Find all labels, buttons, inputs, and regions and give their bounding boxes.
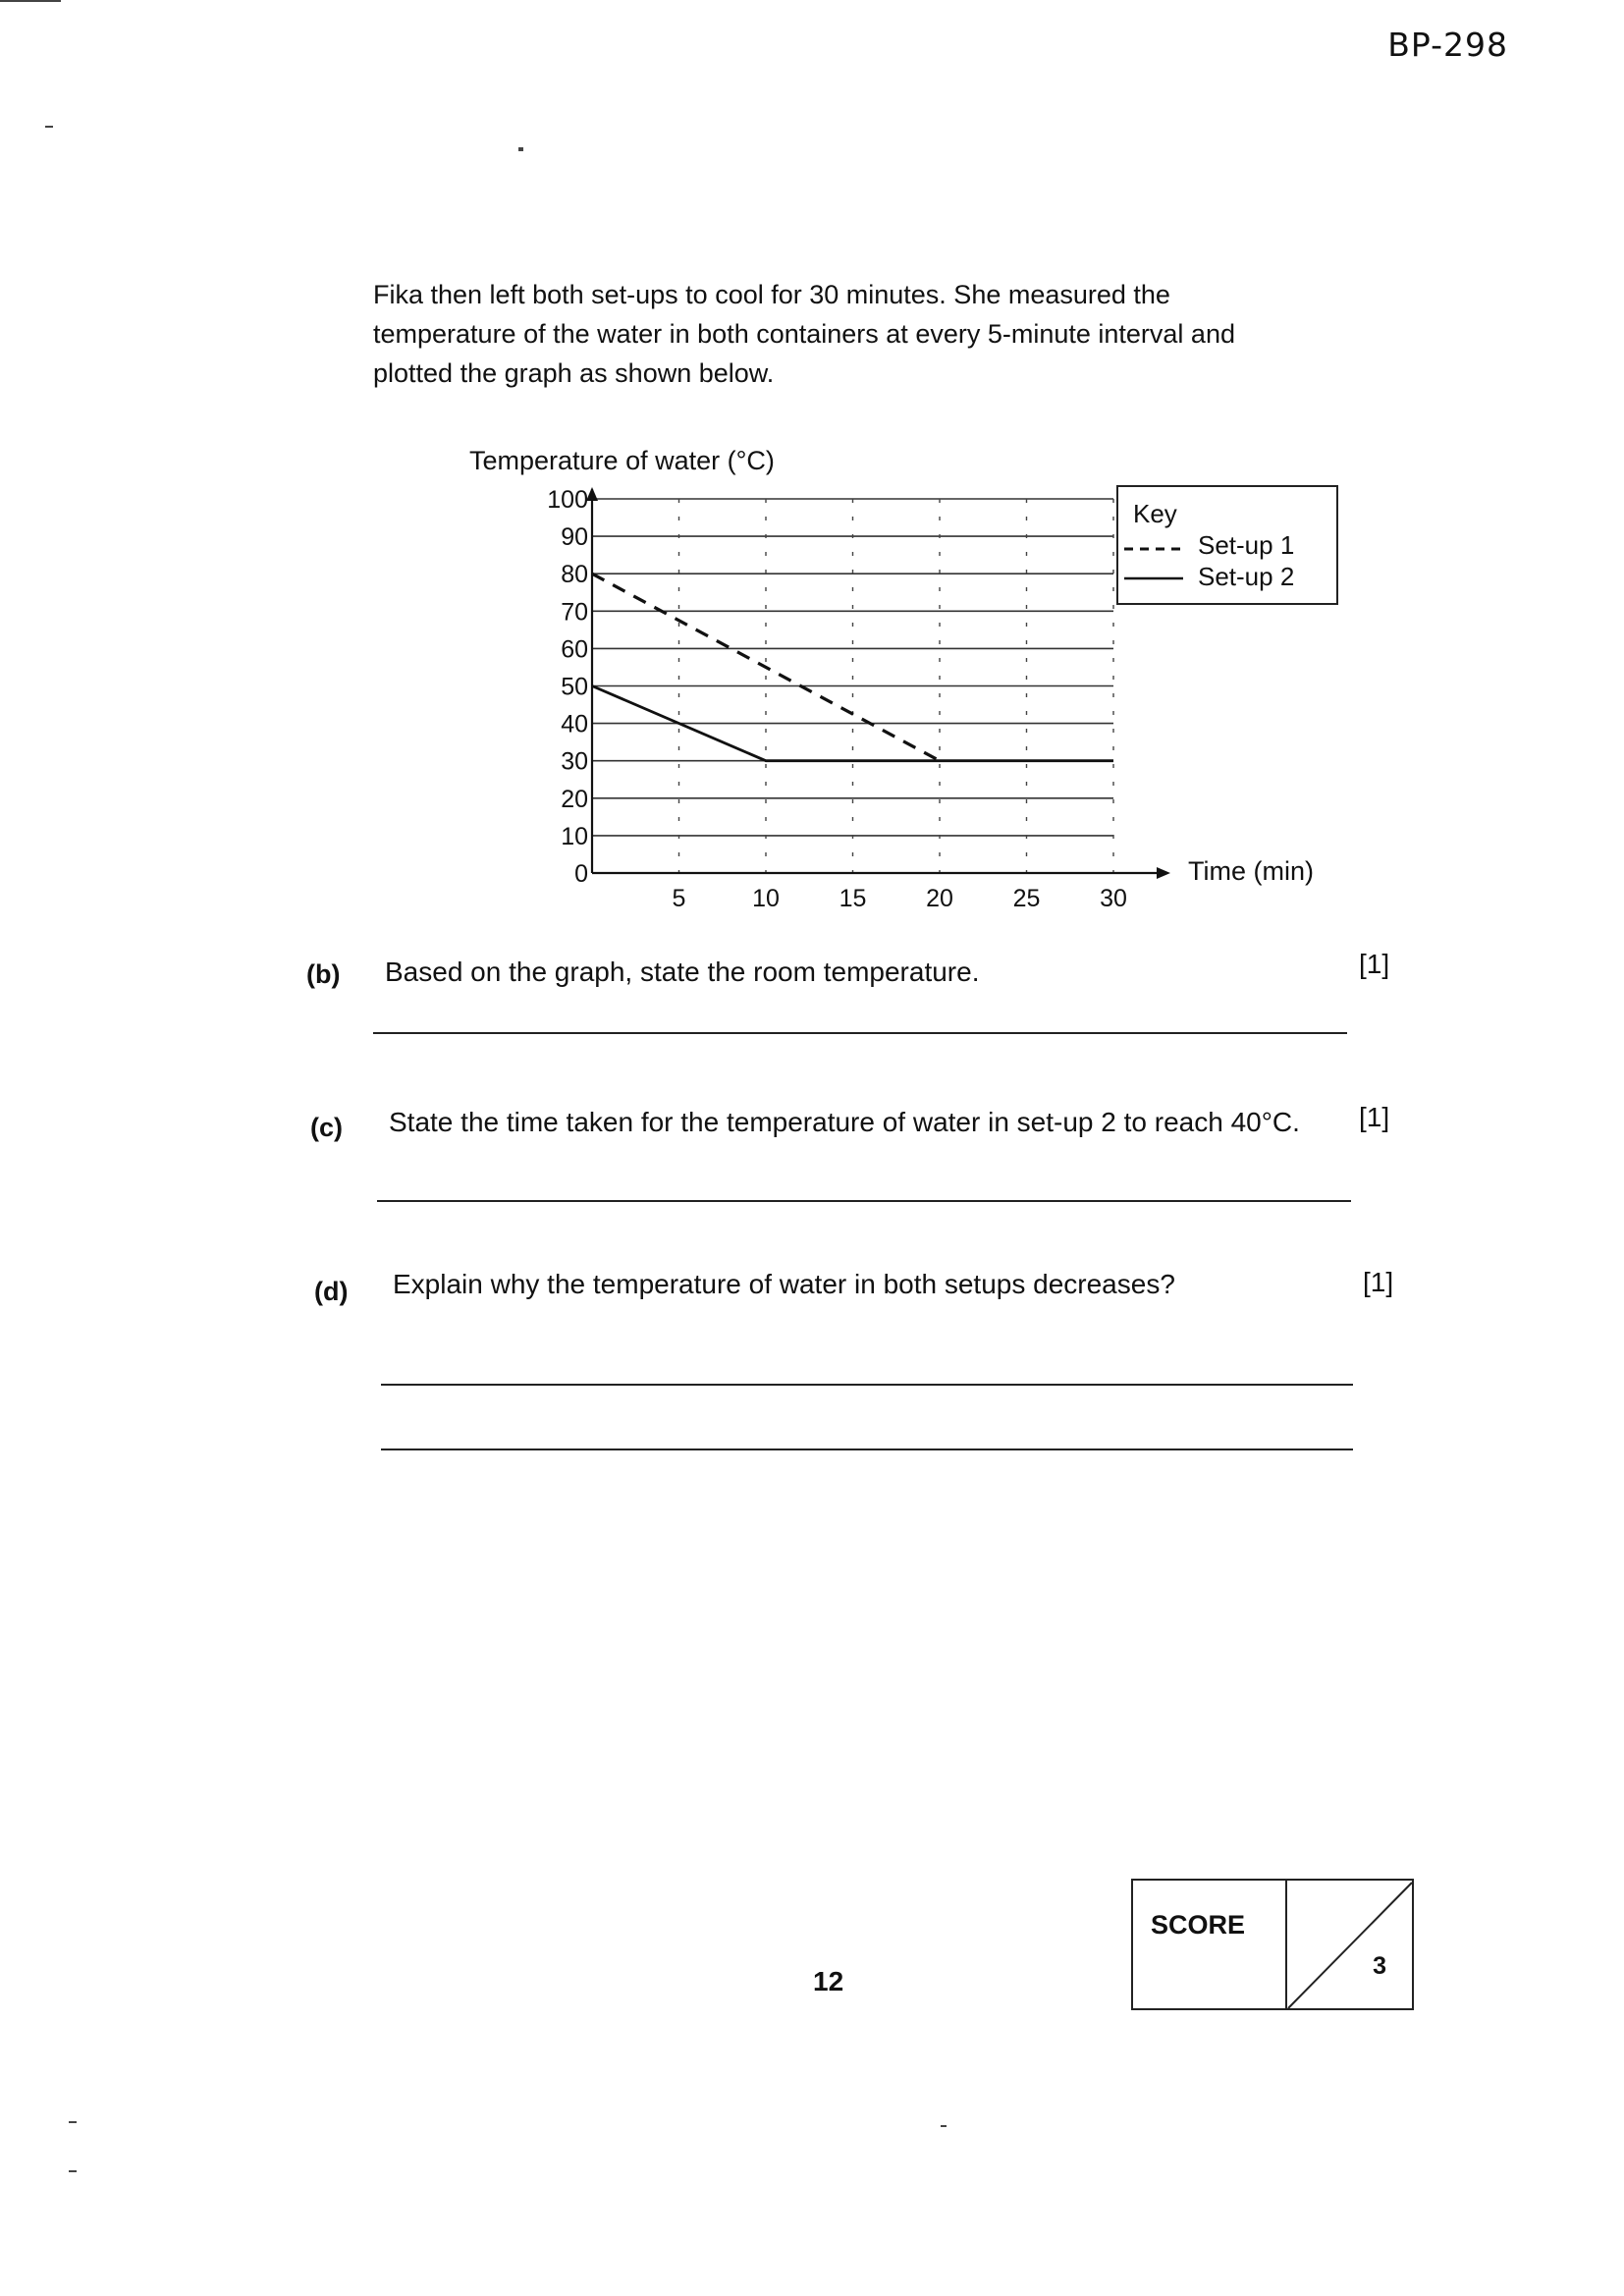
y-tick-label: 0	[574, 860, 588, 888]
chart-series	[592, 574, 1113, 761]
legend-title: Key	[1133, 499, 1177, 528]
y-tick-label: 30	[561, 747, 588, 776]
chart-legend	[1117, 486, 1337, 604]
temperature-chart	[0, 0, 1624, 943]
scan-speck	[69, 2170, 77, 2172]
question-b-text: Based on the graph, state the room temperature.	[385, 957, 980, 987]
intro-line: plotted the graph as shown below.	[373, 358, 775, 388]
scan-speck	[69, 2121, 77, 2123]
answer-line-d-2[interactable]	[381, 1449, 1353, 1450]
y-tick-label: 60	[561, 635, 588, 664]
scan-speck	[941, 2125, 947, 2127]
x-tick-label: 30	[1100, 885, 1127, 912]
score-slash	[1286, 1881, 1414, 2010]
series-line-set-up-1	[592, 574, 940, 761]
x-tick-label: 10	[752, 885, 780, 912]
y-tick-label: 10	[561, 822, 588, 850]
intro-line: temperature of the water in both containers at every 5-minute interval and	[373, 319, 1235, 349]
page-number: 12	[813, 1966, 844, 1996]
legend-label-set-up-1: Set-up 1	[1198, 530, 1295, 560]
scan-speck	[518, 147, 523, 151]
y-tick-label: 100	[547, 486, 588, 514]
paper-code: BP-298	[1387, 26, 1508, 64]
answer-line-c[interactable]	[377, 1200, 1351, 1202]
scan-mark	[0, 0, 61, 2]
answer-line-b[interactable]	[373, 1032, 1347, 1034]
chart-tick-labels	[547, 486, 1127, 912]
score-total: 3	[1373, 1952, 1386, 1980]
x-tick-label: 15	[839, 885, 867, 912]
score-box	[1131, 1879, 1414, 2010]
score-label: SCORE	[1151, 1910, 1246, 1940]
question-c-label: (c)	[310, 1113, 343, 1142]
chart-y-axis-label: Temperature of water (°C)	[469, 446, 775, 475]
question-c-marks: [1]	[1359, 1102, 1390, 1132]
question-d-text: Explain why the temperature of water in both setups decreases?	[393, 1269, 1175, 1299]
question-d-marks: [1]	[1363, 1267, 1394, 1297]
y-tick-label: 20	[561, 785, 588, 813]
scan-speck	[45, 126, 53, 128]
x-tick-label: 20	[926, 885, 953, 912]
question-b-label: (b)	[306, 959, 341, 989]
intro-line: Fika then left both set-ups to cool for 30 minutes. She measured the	[373, 280, 1170, 309]
y-tick-label: 90	[561, 523, 588, 552]
legend-label-set-up-2: Set-up 2	[1198, 562, 1295, 591]
x-tick-label: 5	[672, 885, 686, 912]
x-tick-label: 25	[1012, 885, 1041, 912]
y-tick-label: 40	[561, 710, 588, 738]
question-d-label: (d)	[314, 1277, 349, 1306]
y-tick-label: 50	[561, 673, 588, 701]
chart-x-axis-label: Time (min)	[1188, 856, 1314, 886]
answer-line-d-1[interactable]	[381, 1384, 1353, 1386]
y-tick-label: 80	[561, 561, 588, 589]
y-tick-label: 70	[561, 598, 588, 627]
chart-grid	[592, 499, 1113, 873]
question-b-marks: [1]	[1359, 949, 1390, 979]
chart-axes	[586, 487, 1170, 879]
x-axis-arrow	[1157, 867, 1170, 879]
question-c-text: State the time taken for the temperature of water in set-up 2 to reach 40°C.	[389, 1107, 1300, 1137]
